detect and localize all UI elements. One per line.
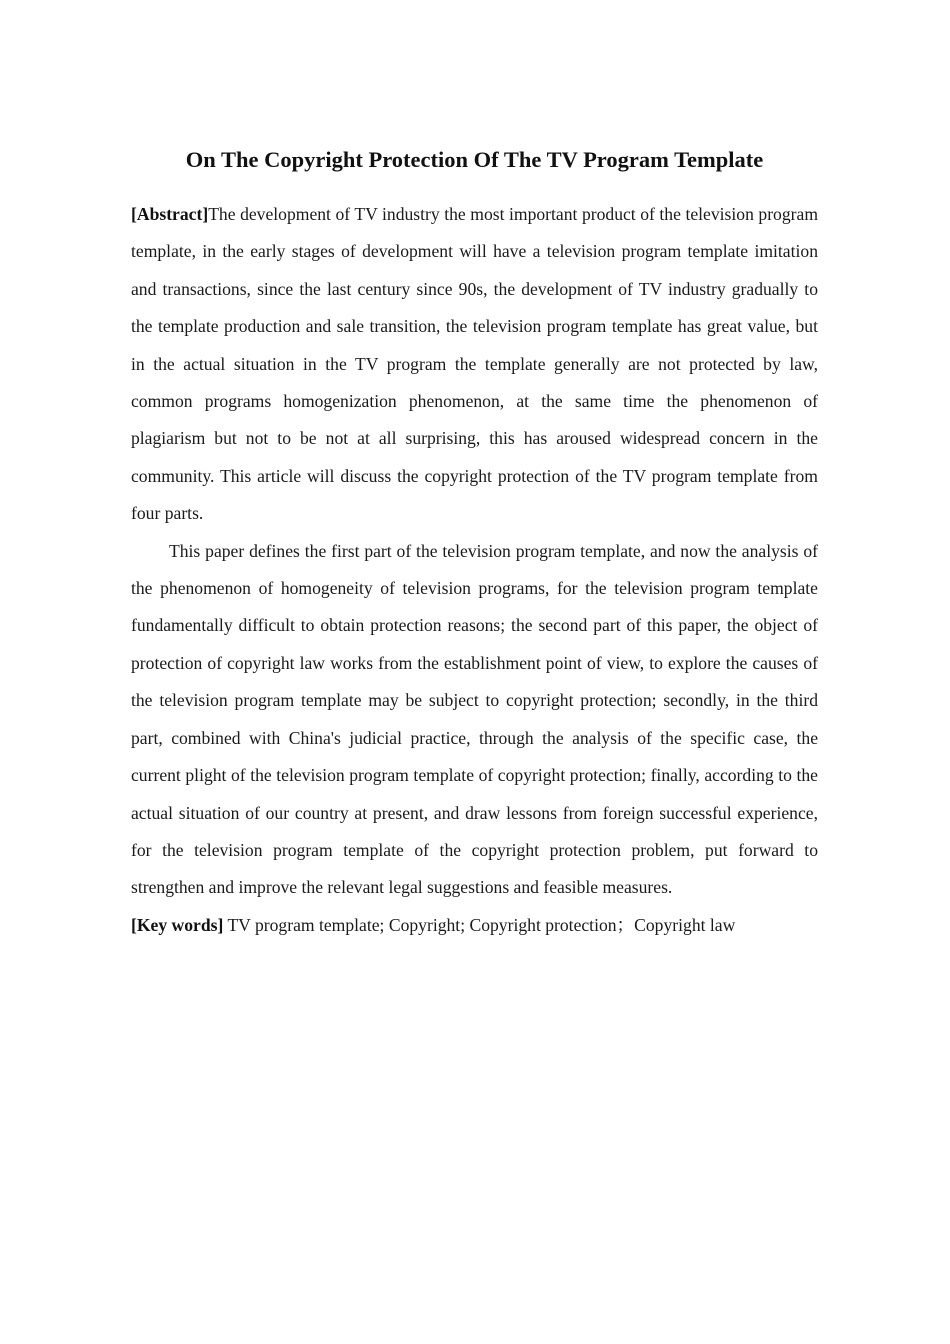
keywords-text: TV program template; Copyright; Copyright protection；Copyright law [223,914,736,935]
document-page [131,144,818,944]
keywords-line [131,907,818,944]
keywords-label: [Key words] [131,914,224,935]
abstract-text: The development of TV industry the most important product of the television program template, in the early stages of development will have a television program template imitation and transactions, since the last century since 90s, the development of TV industry gradually to the template production and sale transition, the television program template has great value, but in the actual situation in the TV program the template generally are not protected by law, common programs homogenization phenomenon, at the same time the phenomenon of plagiarism but not to be not at all surprising, this has aroused widespread concern in the community. This article will discuss the copyright protection of the TV program template from four parts. [131,204,818,524]
abstract-label: [Abstract] [131,204,209,224]
abstract-paragraph [131,196,818,533]
paper-title: On The Copyright Protection Of The TV Program Template [185,147,764,172]
body-paragraph: This paper defines the first part of the television program template, and now the analysis of the phenomenon of homogeneity of television programs, for the television program template fundamentally difficult to obtain protection reasons; the second part of this paper, the object of protection of copyright law works from the establishment point of view, to explore the causes of the television program template may be subject to copyright protection; secondly, in the third part, combined with China's judicial practice, through the analysis of the specific case, the current plight of the television program template of copyright protection; finally, according to the actual situation of our country at present, and draw lessons from foreign successful experience, for the television program template of the copyright protection problem, put forward to strengthen and improve the relevant legal suggestions and feasible measures. [131,540,818,898]
